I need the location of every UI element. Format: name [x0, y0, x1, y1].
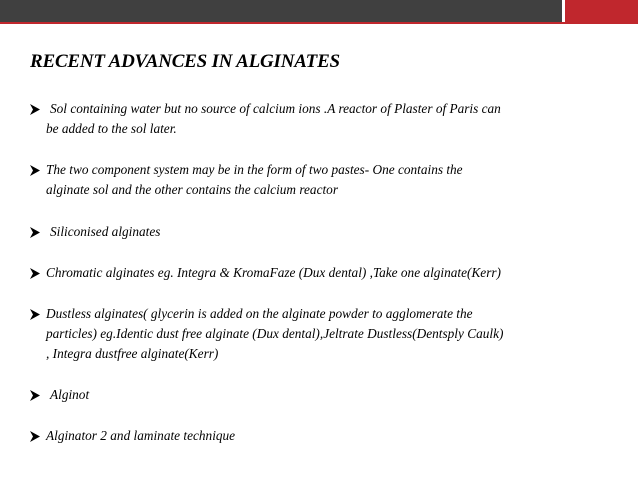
arrow-bullet-icon	[30, 227, 40, 238]
arrow-bullet-icon	[30, 390, 40, 401]
bullet-line: The two component system may be in the form of two pastes- One contains the	[46, 162, 463, 177]
bullet-item	[30, 160, 610, 200]
arrow-bullet-icon	[30, 309, 40, 320]
bullet-list	[30, 99, 610, 446]
bullet-line: , Integra dustfree alginate(Kerr)	[46, 346, 219, 361]
arrow-bullet-icon	[30, 268, 40, 279]
slide-title: RECENT ADVANCES IN ALGINATES	[30, 51, 340, 72]
arrow-bullet-icon	[30, 165, 40, 176]
bullet-line: Chromatic alginates eg. Integra & KromaFaze (Dux dental) ,Take one alginate(Kerr)	[46, 265, 501, 280]
arrow-bullet-icon	[30, 431, 40, 442]
bullet-item	[30, 385, 610, 405]
header-bar-dark	[0, 0, 562, 22]
header-bar-accent	[565, 0, 638, 22]
bullet-item	[30, 304, 610, 364]
bullet-line: Sol containing water but no source of calcium ions .A reactor of Plaster of Paris can	[50, 101, 501, 116]
bullet-line: Siliconised alginates	[50, 224, 161, 239]
bullet-item	[30, 222, 610, 242]
bullet-line: Alginator 2 and laminate technique	[46, 428, 236, 443]
header-accent-line	[0, 22, 638, 24]
bullet-line: be added to the sol later.	[46, 121, 177, 136]
bullet-line: Alginot	[50, 387, 90, 402]
bullet-item	[30, 99, 610, 139]
header-bar	[0, 0, 638, 22]
bullet-item	[30, 426, 610, 446]
bullet-line: alginate sol and the other contains the calcium reactor	[46, 182, 338, 197]
bullet-item	[30, 263, 610, 283]
arrow-bullet-icon	[30, 104, 40, 115]
bullet-line: particles) eg.Identic dust free alginate (Dux dental),Jeltrate Dustless(Dentsply Caulk)	[46, 326, 504, 341]
bullet-line: Dustless alginates( glycerin is added on the alginate powder to agglomerate the	[46, 306, 473, 321]
